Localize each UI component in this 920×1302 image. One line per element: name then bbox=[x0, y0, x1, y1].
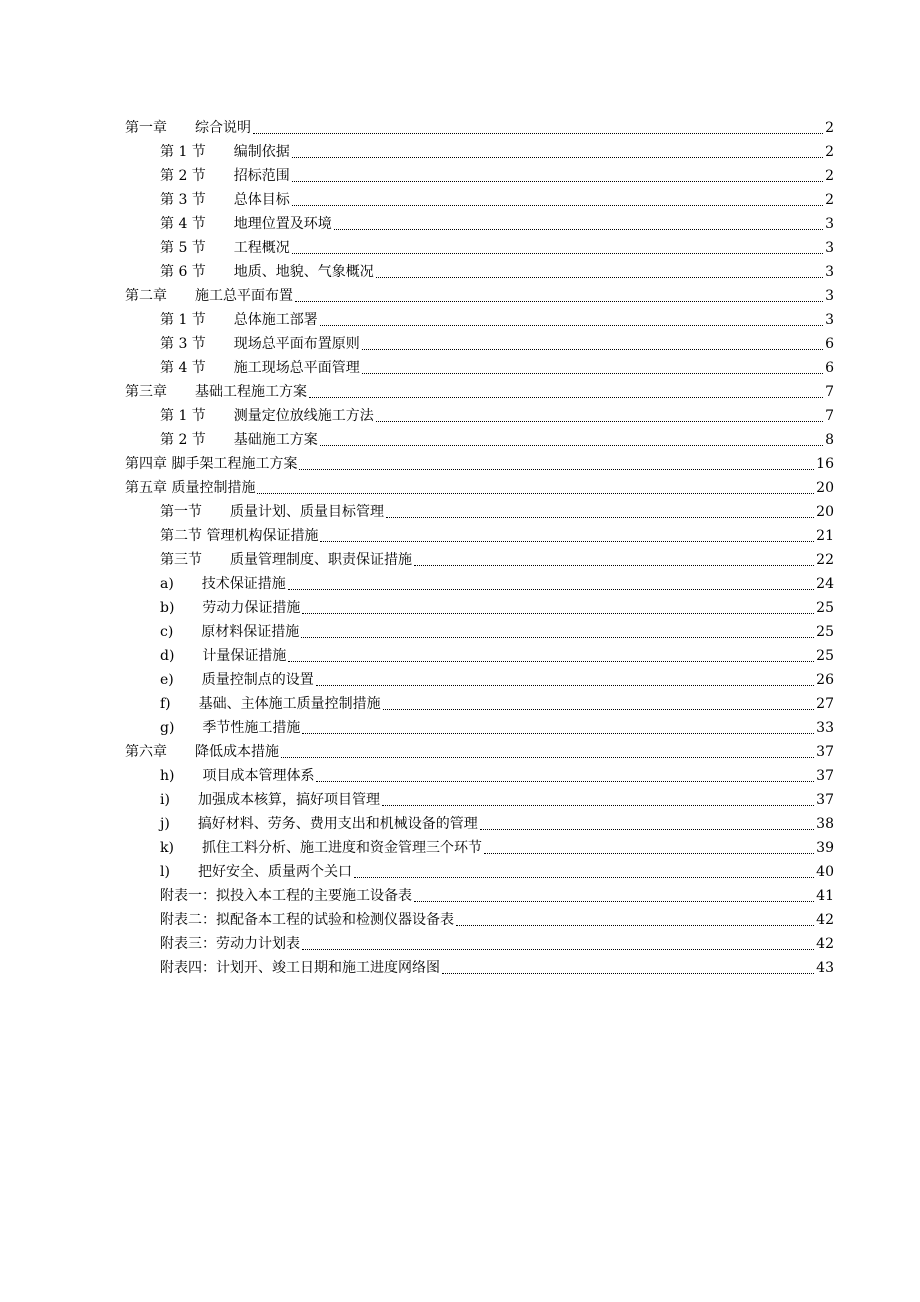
toc-dot-leader bbox=[334, 215, 823, 230]
toc-dot-leader bbox=[383, 695, 815, 710]
toc-dot-leader bbox=[288, 647, 814, 662]
toc-page-number: 6 bbox=[825, 336, 834, 352]
toc-page-number: 25 bbox=[816, 624, 834, 640]
toc-dot-leader bbox=[320, 311, 823, 326]
toc-dot-leader bbox=[362, 359, 823, 374]
toc-entry-label: g) 季节性施工措施 bbox=[160, 720, 301, 736]
toc-entry-label: b) 劳动力保证措施 bbox=[160, 600, 301, 616]
toc-dot-leader bbox=[292, 167, 823, 182]
toc-entry-label: 第 1 节 总体施工部署 bbox=[160, 312, 318, 328]
toc-chapter-entry[interactable] bbox=[0, 281, 920, 305]
toc-entry-label: 第 3 节 总体目标 bbox=[160, 192, 290, 208]
toc-page-number: 33 bbox=[816, 720, 834, 736]
toc-section-entry[interactable] bbox=[0, 521, 920, 545]
toc-page-number: 27 bbox=[816, 696, 834, 712]
toc-dot-leader bbox=[414, 887, 814, 902]
toc-section-entry[interactable] bbox=[0, 185, 920, 209]
toc-chapter-entry[interactable] bbox=[0, 737, 920, 761]
toc-dot-leader bbox=[299, 455, 814, 470]
toc-entry-label: 第 4 节 地理位置及环境 bbox=[160, 216, 332, 232]
toc-dot-leader bbox=[480, 815, 814, 830]
toc-entry-label: 第六章 降低成本措施 bbox=[125, 744, 279, 760]
toc-dot-leader bbox=[253, 119, 823, 134]
toc-page-number: 21 bbox=[816, 528, 834, 544]
toc-entry-label: 第三章 基础工程施工方案 bbox=[125, 384, 307, 400]
toc-dot-leader bbox=[376, 407, 823, 422]
table-of-contents bbox=[0, 113, 920, 977]
toc-entry-label: 第二章 施工总平面布置 bbox=[125, 288, 293, 304]
toc-page-number: 37 bbox=[816, 768, 834, 784]
toc-entry-label: 第 2 节 基础施工方案 bbox=[160, 432, 318, 448]
toc-entry-label: 第 1 节 测量定位放线施工方法 bbox=[160, 408, 374, 424]
toc-section-entry[interactable] bbox=[0, 713, 920, 737]
toc-dot-leader bbox=[292, 239, 823, 254]
toc-entry-label: l) 把好安全、质量两个关口 bbox=[160, 864, 352, 880]
toc-section-entry[interactable] bbox=[0, 137, 920, 161]
toc-section-entry[interactable] bbox=[0, 881, 920, 905]
toc-dot-leader bbox=[414, 551, 814, 566]
toc-page-number: 3 bbox=[825, 288, 834, 304]
toc-entry-label: 第 1 节 编制依据 bbox=[160, 144, 290, 160]
toc-page-number: 40 bbox=[816, 864, 834, 880]
toc-dot-leader bbox=[354, 863, 814, 878]
toc-page-number: 3 bbox=[825, 216, 834, 232]
toc-dot-leader bbox=[288, 575, 814, 590]
toc-entry-label: k) 抓住工料分析、施工进度和资金管理三个环节 bbox=[160, 840, 482, 856]
toc-page-number: 22 bbox=[816, 552, 834, 568]
toc-page-number: 37 bbox=[816, 792, 834, 808]
toc-page-number: 41 bbox=[816, 888, 834, 904]
toc-page-number: 8 bbox=[825, 432, 834, 448]
toc-entry-label: f) 基础、主体施工质量控制措施 bbox=[160, 696, 381, 712]
toc-entry-label: 第 6 节 地质、地貌、气象概况 bbox=[160, 264, 374, 280]
toc-page-number: 2 bbox=[825, 192, 834, 208]
toc-section-entry[interactable] bbox=[0, 161, 920, 185]
toc-section-entry[interactable] bbox=[0, 785, 920, 809]
toc-page-number: 42 bbox=[816, 936, 834, 952]
toc-entry-label: j) 搞好材料、劳务、费用支出和机械设备的管理 bbox=[160, 816, 478, 832]
toc-dot-leader bbox=[316, 767, 814, 782]
toc-section-entry[interactable] bbox=[0, 353, 920, 377]
toc-section-entry[interactable] bbox=[0, 833, 920, 857]
toc-dot-leader bbox=[484, 839, 814, 854]
toc-dot-leader bbox=[301, 623, 814, 638]
toc-entry-label: 第一章 综合说明 bbox=[125, 120, 251, 136]
toc-page-number: 7 bbox=[825, 384, 834, 400]
toc-section-entry[interactable] bbox=[0, 401, 920, 425]
toc-page-number: 37 bbox=[816, 744, 834, 760]
toc-section-entry[interactable] bbox=[0, 857, 920, 881]
toc-page-number: 42 bbox=[816, 912, 834, 928]
toc-page-number: 39 bbox=[816, 840, 834, 856]
toc-section-entry[interactable] bbox=[0, 617, 920, 641]
toc-entry-label: h) 项目成本管理体系 bbox=[160, 768, 315, 784]
toc-section-entry[interactable] bbox=[0, 809, 920, 833]
toc-dot-leader bbox=[281, 743, 814, 758]
toc-dot-leader bbox=[302, 935, 814, 950]
toc-entry-label: 第 3 节 现场总平面布置原则 bbox=[160, 336, 360, 352]
toc-section-entry[interactable] bbox=[0, 593, 920, 617]
toc-dot-leader bbox=[292, 191, 823, 206]
toc-section-entry[interactable] bbox=[0, 905, 920, 929]
toc-page-number: 6 bbox=[825, 360, 834, 376]
toc-page-number: 7 bbox=[825, 408, 834, 424]
toc-entry-label: 第二节 管理机构保证措施 bbox=[160, 528, 319, 544]
toc-section-entry[interactable] bbox=[0, 545, 920, 569]
toc-entry-label: 附表三：劳动力计划表 bbox=[160, 936, 300, 952]
toc-section-entry[interactable] bbox=[0, 665, 920, 689]
toc-page-number: 20 bbox=[816, 480, 834, 496]
toc-dot-leader bbox=[316, 671, 814, 686]
toc-page-number: 20 bbox=[816, 504, 834, 520]
toc-entry-label: 附表四：计划开、竣工日期和施工进度网络图 bbox=[160, 960, 440, 976]
toc-page-number: 24 bbox=[816, 576, 834, 592]
toc-entry-label: 第 5 节 工程概况 bbox=[160, 240, 290, 256]
toc-chapter-entry[interactable] bbox=[0, 377, 920, 401]
toc-dot-leader bbox=[302, 599, 814, 614]
toc-dot-leader bbox=[292, 143, 823, 158]
toc-dot-leader bbox=[320, 431, 823, 446]
toc-section-entry[interactable] bbox=[0, 257, 920, 281]
toc-dot-leader bbox=[382, 791, 814, 806]
toc-entry-label: 附表一：拟投入本工程的主要施工设备表 bbox=[160, 888, 412, 904]
toc-page-number: 16 bbox=[816, 456, 834, 472]
toc-section-entry[interactable] bbox=[0, 305, 920, 329]
toc-section-entry[interactable] bbox=[0, 497, 920, 521]
toc-section-entry[interactable] bbox=[0, 641, 920, 665]
toc-section-entry[interactable] bbox=[0, 929, 920, 953]
toc-dot-leader bbox=[257, 479, 814, 494]
toc-dot-leader bbox=[442, 959, 814, 974]
toc-dot-leader bbox=[302, 719, 814, 734]
toc-entry-label: 第五章 质量控制措施 bbox=[125, 480, 256, 496]
toc-dot-leader bbox=[386, 503, 814, 518]
toc-page-number: 2 bbox=[825, 144, 834, 160]
toc-page-number: 25 bbox=[816, 600, 834, 616]
toc-entry-label: 第 4 节 施工现场总平面管理 bbox=[160, 360, 360, 376]
toc-section-entry[interactable] bbox=[0, 569, 920, 593]
toc-dot-leader bbox=[309, 383, 823, 398]
toc-entry-label: 第四章 脚手架工程施工方案 bbox=[125, 456, 298, 472]
toc-entry-label: 第三节 质量管理制度、职责保证措施 bbox=[160, 552, 412, 568]
toc-page-number: 26 bbox=[816, 672, 834, 688]
toc-entry-label: d) 计量保证措施 bbox=[160, 648, 287, 664]
toc-entry-label: 附表二：拟配备本工程的试验和检测仪器设备表 bbox=[160, 912, 454, 928]
toc-entry-label: 第一节 质量计划、质量目标管理 bbox=[160, 504, 384, 520]
toc-dot-leader bbox=[320, 527, 814, 542]
toc-section-entry[interactable] bbox=[0, 329, 920, 353]
toc-page-number: 3 bbox=[825, 264, 834, 280]
toc-dot-leader bbox=[456, 911, 814, 926]
toc-section-entry[interactable] bbox=[0, 761, 920, 785]
toc-dot-leader bbox=[362, 335, 823, 350]
toc-section-entry[interactable] bbox=[0, 425, 920, 449]
toc-page-number: 3 bbox=[825, 312, 834, 328]
toc-section-entry[interactable] bbox=[0, 233, 920, 257]
toc-entry-label: 第 2 节 招标范围 bbox=[160, 168, 290, 184]
toc-section-entry[interactable] bbox=[0, 689, 920, 713]
toc-page-number: 38 bbox=[816, 816, 834, 832]
toc-entry-label: e) 质量控制点的设置 bbox=[160, 672, 314, 688]
toc-chapter-entry[interactable] bbox=[0, 449, 920, 473]
toc-section-entry[interactable] bbox=[0, 209, 920, 233]
toc-chapter-entry[interactable] bbox=[0, 113, 920, 137]
toc-dot-leader bbox=[376, 263, 823, 278]
toc-dot-leader bbox=[295, 287, 823, 302]
toc-page-number: 2 bbox=[825, 120, 834, 136]
toc-page-number: 25 bbox=[816, 648, 834, 664]
toc-chapter-entry[interactable] bbox=[0, 473, 920, 497]
toc-entry-label: c) 原材料保证措施 bbox=[160, 624, 300, 640]
toc-page-number: 43 bbox=[816, 960, 834, 976]
toc-entry-label: a) 技术保证措施 bbox=[160, 576, 286, 592]
toc-page-number: 2 bbox=[825, 168, 834, 184]
toc-page-number: 3 bbox=[825, 240, 834, 256]
toc-entry-label: i) 加强成本核算，搞好项目管理 bbox=[160, 792, 380, 808]
toc-section-entry[interactable] bbox=[0, 953, 920, 977]
